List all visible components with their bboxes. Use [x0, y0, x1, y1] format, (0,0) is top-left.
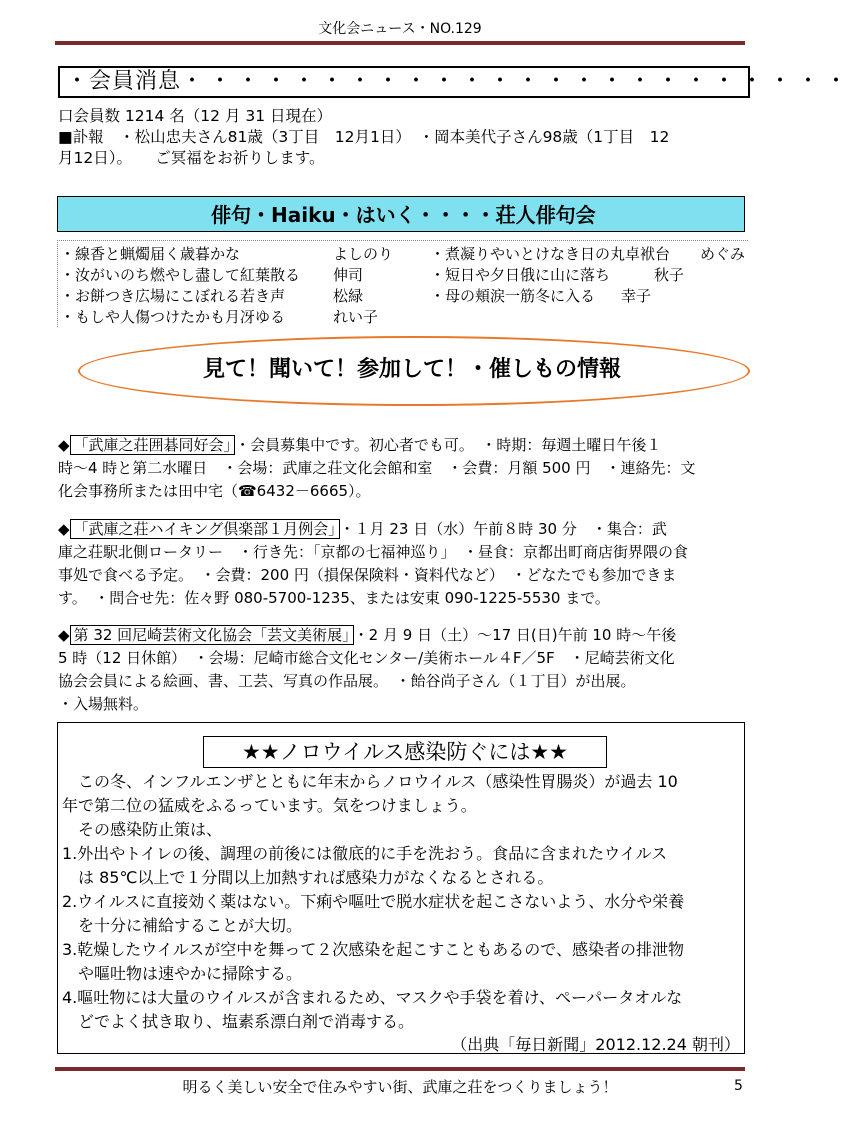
haiku-author: めぐみ	[700, 245, 746, 263]
heading-dots: ・・・・・・・・・・・・・・・・・・・・・・・・	[181, 69, 853, 94]
norovirus-line: 4.嘔吐物には大量のウイルスが含まれるため、マスクや手袋を着け、ペーパータオルな	[62, 988, 683, 1007]
haiku-text: ・もしや人傷つけたかも月冴ゆる	[60, 308, 286, 326]
haiku-text: ・お餅つき広場にこぼれる若き声	[60, 287, 286, 305]
norovirus-line: この冬、インフルエンザとともに年末からノロウイルス（感染性胃腸炎）が過去 10	[62, 772, 678, 791]
haiku-text: ・線香と蝋燭届く歳暮かな	[60, 245, 241, 263]
event-art-exhibition	[58, 624, 748, 716]
norovirus-source: （出典「毎日新聞」2012.12.24 朝刊）	[451, 1035, 740, 1054]
norovirus-line: 2.ウイルスに直接効く薬はない。下痢や嘔吐で脱水症状を起こさないよう、水分や栄養	[62, 892, 685, 911]
haiku-author: れい子	[333, 308, 379, 326]
event-line: 事処で食べる予定。 ・会費：200 円（損保保険料・資料代など） ・どなたでも参加できま	[58, 566, 677, 584]
haiku-heading: 俳句・Haiku・はいく・・・・荘人俳句会	[211, 203, 596, 227]
obituary-line-1: ■訃報 ・松山忠夫さん81歳（3丁目 12月1日） ・岡本美代子さん98歳（1丁目 12	[58, 128, 670, 146]
event-bullet: ◆	[58, 436, 70, 454]
newsletter-title: 文化会ニュース・NO.129	[318, 21, 482, 37]
event-line: 庫之荘駅北側ロータリー ・行き先：「京都の七福神巡り」 ・昼食：京都出町商店街界隈の食	[58, 543, 689, 561]
event-bullet: ◆	[58, 520, 70, 538]
norovirus-line: 1.外出やトイレの後、調理の前後には徹底的に手を洗おう。食品に含まれたウイルス	[62, 844, 668, 863]
haiku-author: 幸子	[621, 287, 652, 305]
event-name: 「武庫之荘ハイキング倶楽部１月例会」	[70, 519, 340, 539]
haiku-text: ・汝がいのち燃やし盡して紅葉散る	[60, 266, 301, 284]
norovirus-line: を十分に補給することが大切。	[62, 916, 303, 935]
events-heading: 見て！聞いて！参加して！・催しもの情報	[202, 357, 621, 382]
member-count: 口会員数 1214 名（12 月 31 日現在）	[58, 107, 333, 125]
norovirus-line: その感染防止策は、	[62, 820, 223, 839]
event-name: 第 32 回尼崎芸術文化協会「芸文美術展」	[70, 625, 354, 645]
norovirus-line: どでよく拭き取り、塩素系漂白剤で消毒する。	[62, 1012, 415, 1031]
event-line: ・会員募集中です。初心者でも可。 ・時期：毎週土曜日午後１	[235, 436, 662, 454]
event-line: ・入場無料。	[58, 695, 149, 713]
event-line: 5 時（12 日休館） ・会場：尼崎市総合文化センター/美術ホール４F／5F ・尼崎芸術文化	[58, 649, 675, 667]
norovirus-line: は 85℃以上で１分間以上加熱すれば感染力がなくなるとされる。	[62, 868, 554, 887]
event-line: 協会会員による絵画、書、工芸、写真の作品展。 ・飴谷尚子さん（１丁目）が出展。	[58, 672, 636, 690]
event-line: 時〜4 時と第二水曜日 ・会場：武庫之荘文化会館和室 ・会費：月額 500 円 ・連絡先：文	[58, 459, 696, 477]
bottom-divider	[55, 1067, 745, 1071]
page-number: 5	[734, 1078, 743, 1094]
event-line: 化会事務所または田中宅（☎6432－6665）。	[58, 482, 371, 500]
norovirus-line: 3.乾燥したウイルスが空中を舞って２次感染を起こすこともあるので、感染者の排泄物	[62, 940, 684, 959]
haiku-author: よしのり	[333, 245, 394, 263]
haiku-text: ・短日や夕日俄に山に落ち	[430, 266, 611, 284]
member-news-heading-box	[58, 66, 853, 98]
top-divider	[55, 41, 745, 45]
footer-slogan: 明るく美しい安全で住みやすい街、武庫之荘をつくりましょう！	[182, 1078, 618, 1096]
norovirus-title: ★★ノロウイルス感染防ぐには★★	[203, 736, 607, 768]
haiku-author: 秋子	[654, 266, 685, 284]
obituary-line-2: 月12日）。 ご冥福をお祈りします。	[58, 149, 325, 167]
event-line: ・１月 23 日（水）午前８時 30 分 ・集合：武	[339, 520, 667, 538]
event-hiking-club	[58, 518, 748, 610]
event-name: 「武庫之荘囲碁同好会」	[70, 435, 236, 455]
member-news-heading: ・会員消息	[66, 69, 182, 94]
haiku-author: 伸司	[333, 266, 364, 284]
event-bullet: ◆	[58, 626, 70, 644]
norovirus-line: 年で第二位の猛威をふるっています。気をつけましょう。	[62, 796, 477, 815]
norovirus-line: や嘔吐物は速やかに掃除する。	[62, 964, 303, 983]
haiku-author: 松緑	[333, 287, 364, 305]
event-line: ・2 月 9 日（土）〜17 日(日)午前 10 時〜午後	[353, 626, 677, 644]
event-line: す。 ・問合せ先：佐々野 080-5700-1235、または安東 090-1225-5530 まで。	[58, 589, 610, 607]
event-go-club	[58, 434, 748, 503]
haiku-text: ・母の頬涙一筋冬に入る	[430, 287, 596, 305]
haiku-heading-box	[57, 196, 745, 232]
haiku-text: ・煮凝りやいとけなき日の丸卓袱台	[430, 245, 671, 263]
